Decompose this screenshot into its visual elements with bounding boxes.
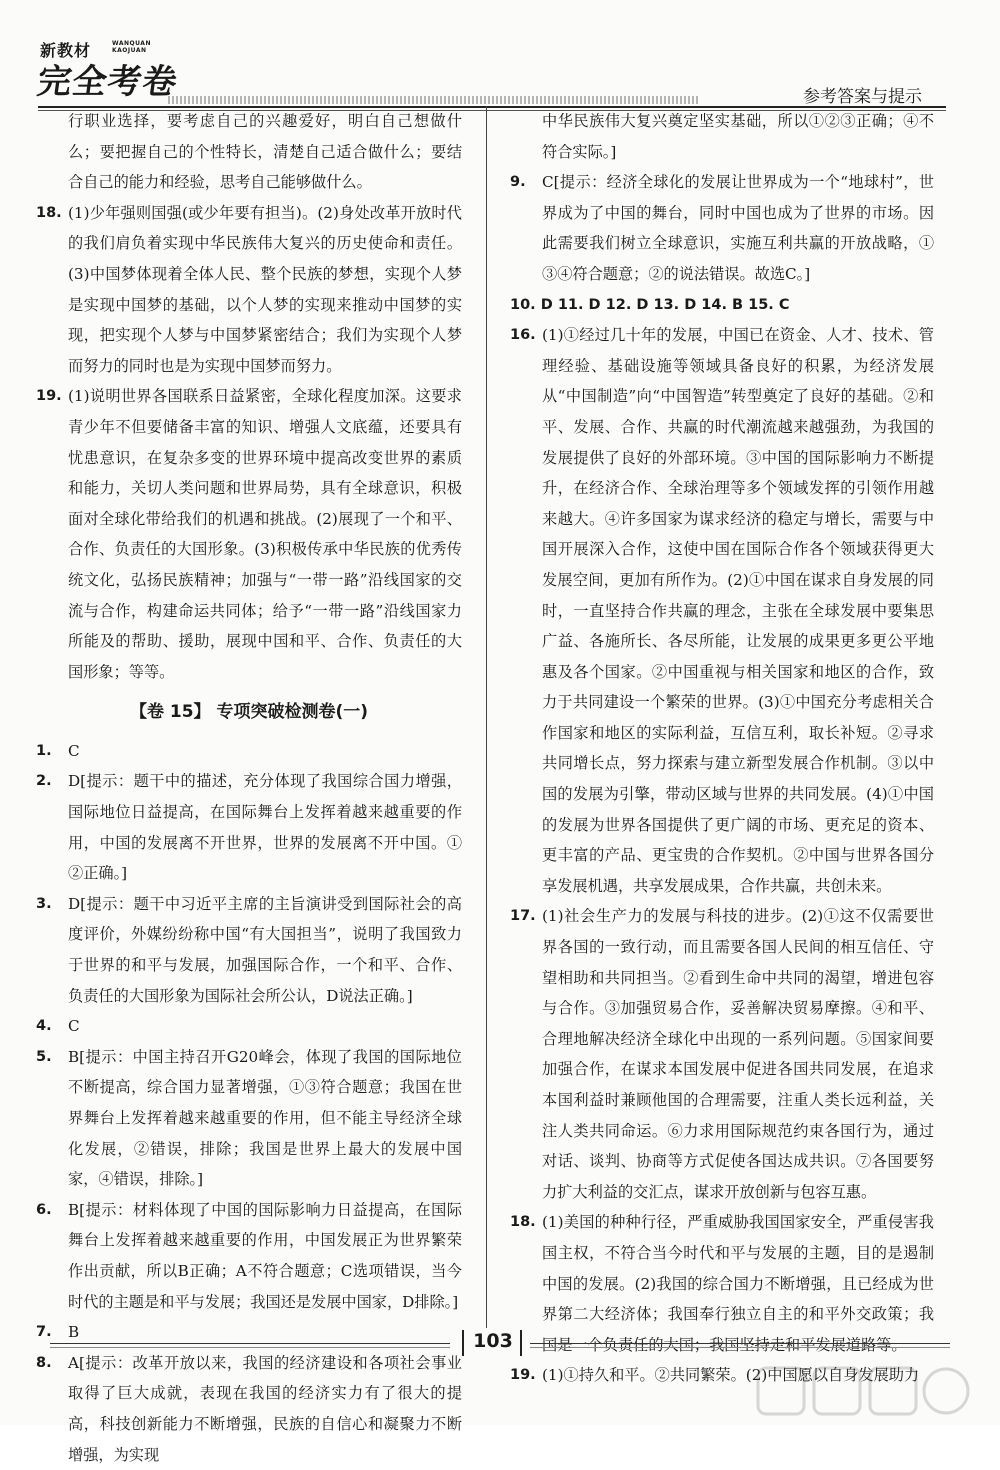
footer-rule-right-thin bbox=[530, 1347, 950, 1348]
answer-text: (1)①持久和平。②共同繁荣。(2)中国愿以自身发展助力 bbox=[542, 1366, 920, 1385]
continued-text: 中华民族伟大复兴奠定坚实基础，所以①②③正确；④不符合实际。] bbox=[542, 112, 934, 161]
answer-number: 16. bbox=[510, 327, 536, 344]
right-column bbox=[510, 106, 934, 1391]
footer-rule-left bbox=[50, 1343, 450, 1344]
answer-item bbox=[510, 901, 934, 1207]
footer-rule-left-thin bbox=[50, 1347, 450, 1348]
brand-pinyin-line1: WANQUAN bbox=[112, 40, 151, 47]
answer-item bbox=[36, 1042, 462, 1195]
left-column bbox=[36, 106, 462, 1470]
answer-text: C[提示：经济全球化的发展让世界成为一个“地球村”，世界成为了中国的舞台，同时中国也成为了世界的市场。因此需要我们树立全球意识，实施互利共赢的开放战略，①③④符合题意；②的说法错误。故选C。] bbox=[542, 173, 934, 283]
answer-text: B[提示：材料体现了中国的国际影响力日益提高，在国际舞台上发挥着越来越重要的作用，中国发展正为世界繁荣作出贡献，所以B正确；A不符合题意；C选项错误，当今时代的主题是和平与发展；我国还是发展中国家，D排除。] bbox=[68, 1200, 462, 1311]
answer-number: 2. bbox=[36, 773, 52, 790]
brand-pinyin bbox=[112, 40, 151, 54]
column-divider bbox=[486, 106, 487, 1328]
answer-item bbox=[36, 1348, 462, 1470]
answer-text: B[提示：中国主持召开G20峰会，体现了我国的国际地位不断提高，综合国力显著增强，①③符合题意；我国在世界舞台上发挥着越来越重要的作用，但不能主导经济全球化发展，②错误，排除；我国是世界上最大的发展中国家，④错误，排除。] bbox=[68, 1047, 462, 1189]
answer-number: 4. bbox=[36, 1018, 52, 1035]
footer-pipe-left bbox=[462, 1330, 464, 1356]
answer-text: C bbox=[68, 1017, 80, 1036]
answer-number: 9. bbox=[510, 174, 526, 191]
footer-rule-right bbox=[530, 1343, 950, 1344]
brand-pinyin-line2: KAOJUAN bbox=[112, 47, 147, 54]
brand-small-text: 新教材 bbox=[40, 41, 92, 60]
answer-item bbox=[36, 198, 462, 382]
footer-pipe-right bbox=[520, 1330, 522, 1356]
answer-text: (1)说明世界各国联系日益紧密，全球化程度加深。这要求青少年不但要储备丰富的知识、增强人文底蕴，还要具有忧患意识，在复杂多变的世界环境中提高改变世界的素质和能力，关切人类问题和世界局势，具有全球意识，积极面对全球化带给我们的机遇和挑战。(2)展现了一个和平、合作、负责任的大国形象。(3)积极传承中华民族的优秀传统文化，弘扬民族精神；加强与“一带一路”沿线国家的交流与合作，构建命运共同体；给予“一带一路”沿线国家力所能及的帮助、援助，展现中国和平、合作、负责任的大国形象；等等。 bbox=[68, 387, 462, 681]
answer-item bbox=[510, 320, 934, 901]
answer-item bbox=[510, 1207, 934, 1360]
answer-number: 18. bbox=[36, 204, 62, 221]
section-title: 参考答案与提示 bbox=[803, 87, 922, 107]
answer-number: 6. bbox=[36, 1201, 52, 1218]
answer-text: D[提示：题干中习近平主席的主旨演讲受到国际社会的高度评价，外媒纷纷称中国“有大国担当”，说明了我国致力于世界的和平与发展，加强国际合作，一个和平、合作、负责任的大国形象为国际社会所公认，D说法正确。] bbox=[68, 894, 462, 1005]
answer-number: 1. bbox=[36, 742, 52, 759]
brand-logo-text: 完全考卷 bbox=[34, 62, 181, 102]
answer-item bbox=[36, 736, 462, 767]
choice-answers-line: 10. D 11. D 12. D 13. D 14. B 15. C bbox=[510, 296, 790, 313]
answer-item bbox=[510, 167, 934, 289]
answer-text: (1)社会生产力的发展与科技的进步。(2)①这不仅需要世界各国的一致行动，而且需要各国人民间的相互信任、守望相助和共同担当。②看到生命中共同的渴望，增进包容与合作。③加强贸易合作，妥善解决贸易摩擦。④和平、合理地解决经济全球化中出现的一系列问题。⑤国家间要加强合作，在谋求本国发展中促进各国共同发展，在追求本国利益时兼顾他国的合理需要，注重人类长远利益，关注人类共同命运。⑥力求用国际规范约束各国行为，通过对话、谈判、协商等方式促使各国达成共识。⑦各国要努力扩大利益的交汇点，谋求开放创新与包容互惠。 bbox=[542, 907, 934, 1201]
page-number: 103 bbox=[473, 1330, 513, 1352]
answer-item bbox=[36, 381, 462, 687]
continued-text: 行职业选择，要考虑自己的兴趣爱好，明白自己想做什么；要把握自己的个性特长，清楚自己适合做什么；要结合自己的能力和经验，思考自己能够做什么。 bbox=[68, 112, 462, 192]
answer-number: 5. bbox=[36, 1048, 52, 1065]
answer-number: 8. bbox=[36, 1354, 52, 1371]
answer-number: 7. bbox=[36, 1324, 52, 1341]
answer-text: C bbox=[68, 741, 80, 760]
answer-number: 17. bbox=[510, 908, 536, 925]
answer-item bbox=[36, 766, 462, 888]
answer-text: D[提示：题干中的描述，充分体现了我国综合国力增强，国际地位日益提高，在国际舞台上发挥着越来越重要的作用，中国的发展离不开世界，世界的发展离不开中国。①②正确。] bbox=[68, 772, 462, 883]
answer-text: (1)少年强则国强(或少年要有担当)。(2)身处改革开放时代的我们肩负着实现中华民族伟大复兴的历史使命和责任。(3)中国梦体现着全体人民、整个民族的梦想，实现个人梦是实现中国梦的基础，以个人梦的实现来推动中国梦的实现，把实现个人梦与中国梦紧密结合；我们为实现个人梦而努力的同时也是为实现中国梦而努力。 bbox=[68, 203, 462, 375]
header-decoration-bar bbox=[168, 96, 700, 104]
answer-item bbox=[36, 1195, 462, 1317]
answer-text: B bbox=[68, 1323, 80, 1342]
answer-text: (1)①经过几十年的发展，中国已在资金、人才、技术、管理经验、基础设施等领域具备良好的积累，为经济发展从“中国制造”向“中国智造”转型奠定了良好的基础。②和平、发展、合作、共赢的时代潮流越来越强劲，为我国的发展提供了良好的外部环境。③中国的国际影响力不断提升，在经济合作、全球治理等多个领域发挥的引领作用越来越大。④许多国家为谋求经济的稳定与增长，需要与中国开展深入合作，这使中国在国际合作各个领域获得更大发展空间，更加有所作为。(2)①中国在谋求自身发展的同时，一直坚持合作共赢的理念，主张在全球发展中要集思广益、各施所长、各尽所能，让发展的成果更多更公平地惠及各个国家。②中国重视与相关国家和地区的合作，致力于共同建设一个繁荣的世界。(3)①中国充分考虑相关合作国家和地区的实际利益，互信互利，取长补短。②寻求共同增长点，努力探索与建立新型发展合作机制。③以中国的发展为引擎，带动区域与世界的共同发展。(4)①中国的发展为世界各国提供了更广阔的市场、更充足的资本、更丰富的产品、更宝贵的合作契机。②中国与世界各国分享发展机遇，共享发展成果，合作共赢，共创未来。 bbox=[542, 326, 934, 895]
answer-item bbox=[36, 1011, 462, 1042]
section-heading: 【卷 15】 专项突破检测卷(一) bbox=[129, 702, 369, 723]
answer-number: 19. bbox=[510, 1367, 536, 1384]
answer-text: (1)美国的种种行径，严重威胁我国国家安全，严重侵害我国主权，不符合当今时代和平与发展的主题，目的是遏制中国的发展。(2)我国的综合国力不断增强，且已经成为世界第二大经济体；我国奉行独立自主的和平外交政策；我国是一个负责任的大国；我国坚持走和平发展道路等。 bbox=[542, 1213, 934, 1354]
watermark-logo-icon bbox=[754, 1362, 974, 1420]
answer-item bbox=[36, 889, 462, 1011]
answer-number: 18. bbox=[510, 1214, 536, 1231]
answer-text: A[提示：改革开放以来，我国的经济建设和各项社会事业取得了巨大成就，表现在我国的经济实力有了很大的提高，科技创新能力不断增强，民族的自信心和凝聚力不断增强，为实现 bbox=[68, 1353, 462, 1464]
answer-number: 3. bbox=[36, 895, 52, 912]
answer-number: 19. bbox=[36, 388, 62, 405]
